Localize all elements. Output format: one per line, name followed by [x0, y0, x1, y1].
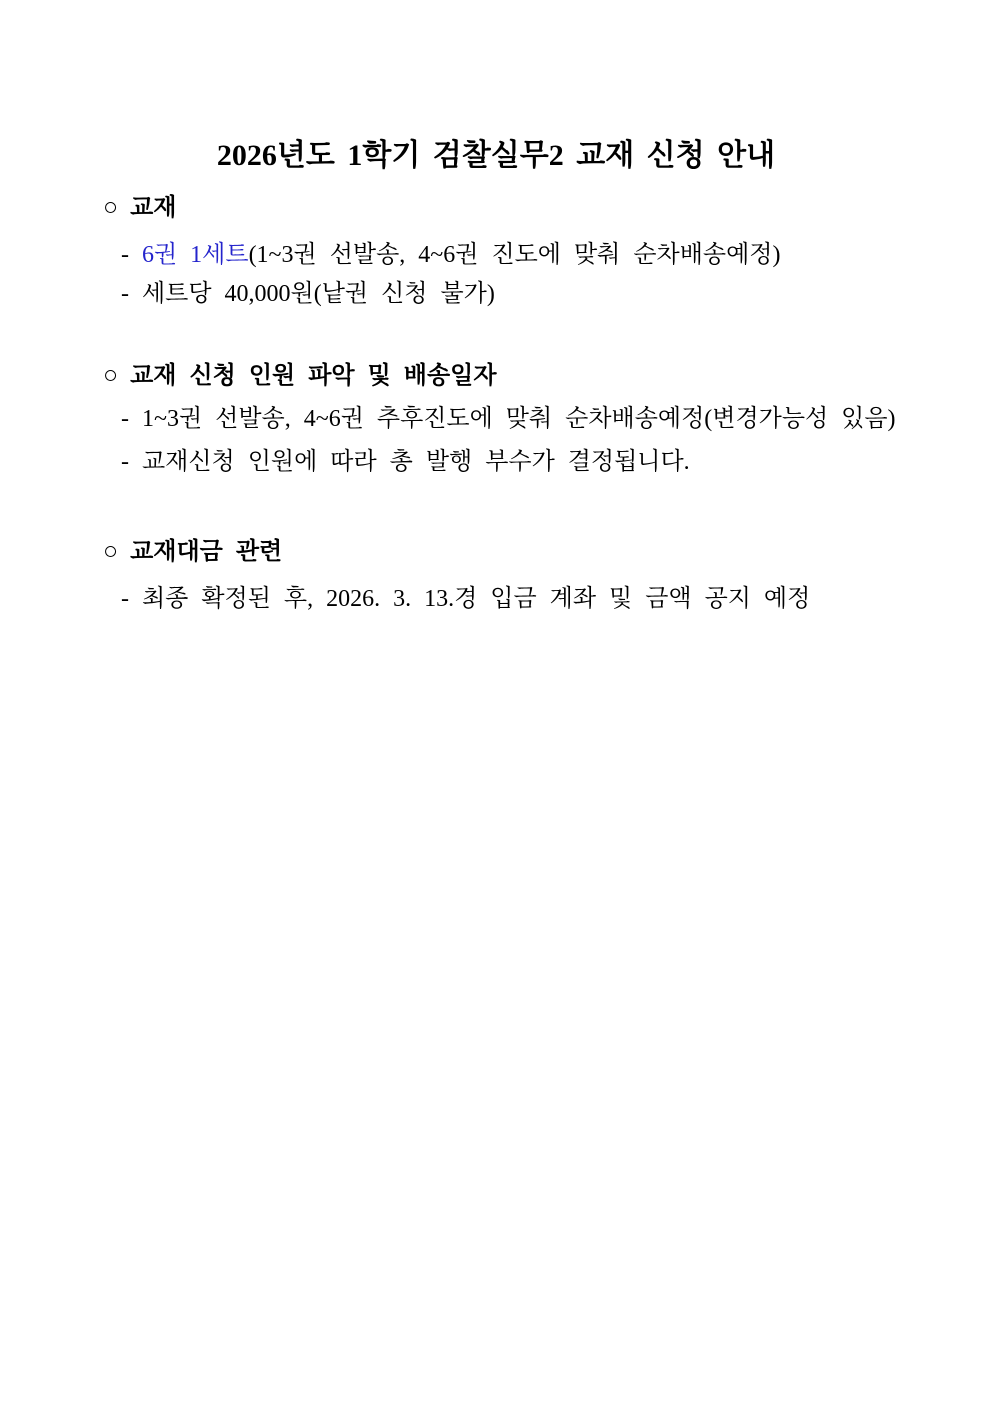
item-text-highlight: 6권 1세트 [142, 242, 249, 268]
list-item-payment-notice [121, 584, 810, 614]
item-text: - 최종 확정된 후, 2026. 3. 13.경 입금 계좌 및 금액 공지 예정 [121, 586, 811, 612]
circle-bullet-icon: ○ [103, 194, 119, 221]
section-heading-label: 교재 신청 인원 파악 및 배송일자 [130, 363, 497, 389]
item-text: (1~3권 선발송, 4~6권 진도에 맞춰 순차배송예정) [248, 242, 781, 268]
item-dash: - [121, 242, 142, 268]
list-item-print-count [121, 447, 690, 477]
list-item-set-composition [121, 240, 780, 270]
section-heading-application-delivery [103, 361, 497, 391]
item-text: - 교재신청 인원에 따라 총 발행 부수가 결정됩니다. [121, 449, 690, 475]
circle-bullet-icon: ○ [103, 362, 119, 389]
page-title: 2026년도 1학기 검찰실무2 교재 신청 안내 [216, 139, 776, 172]
section-heading-label: 교재대금 관련 [130, 539, 283, 565]
item-text: - 세트당 40,000원(낱권 신청 불가) [121, 281, 495, 307]
list-item-set-price [121, 279, 495, 309]
list-item-delivery-schedule [121, 404, 896, 434]
circle-bullet-icon: ○ [103, 538, 119, 565]
section-heading-label: 교재 [130, 195, 177, 221]
item-text: - 1~3권 선발송, 4~6권 추후진도에 맞춰 순차배송예정(변경가능성 있음) [121, 406, 896, 432]
section-heading-textbook [103, 193, 176, 223]
section-heading-payment [103, 537, 282, 567]
